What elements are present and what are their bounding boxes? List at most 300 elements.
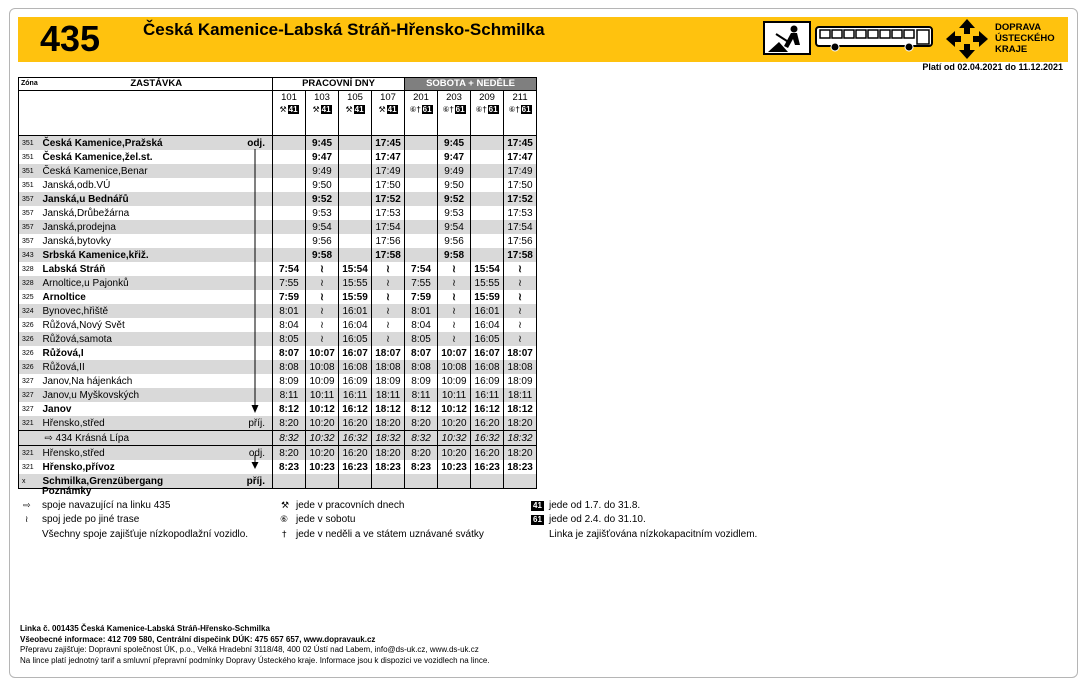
stop-name: Hřensko,střed <box>42 417 105 429</box>
time-cell <box>438 474 471 489</box>
note-text: Všechny spoje zajišťuje nízkopodlažní vozidlo. <box>42 529 249 540</box>
time-cell: ≀ <box>372 290 405 304</box>
time-cell <box>405 136 438 151</box>
time-cell: 18:08 <box>504 360 537 374</box>
time-cell <box>339 192 372 206</box>
time-cell: 15:54 <box>471 262 504 276</box>
table-row <box>19 276 537 290</box>
time-cell <box>273 164 306 178</box>
time-cell: 9:54 <box>306 220 339 234</box>
trip-period-code: 61 <box>521 105 531 115</box>
time-cell: 18:23 <box>504 460 537 474</box>
time-cell: ≀ <box>372 318 405 332</box>
validity-period: Platí od 02.04.2021 do 11.12.2021 <box>922 62 1063 72</box>
time-cell: 17:47 <box>372 150 405 164</box>
note-text: jede v neděli a ve státem uznávané svátky <box>296 529 484 540</box>
time-cell: 8:11 <box>405 388 438 402</box>
zone-cell: 351 <box>19 164 41 178</box>
time-cell: ≀ <box>306 304 339 318</box>
zone-cell: 321 <box>19 416 41 431</box>
time-cell: ≀ <box>504 332 537 346</box>
trip-header <box>471 91 504 136</box>
stop-cell <box>41 206 273 220</box>
zone-cell: 327 <box>22 405 34 413</box>
zone-cell: 357 <box>19 192 41 206</box>
time-cell: 8:09 <box>273 374 306 388</box>
note-text: jede v pracovních dnech <box>296 500 405 511</box>
stop-cell <box>41 290 273 304</box>
trip-number: 105 <box>347 92 363 103</box>
time-cell: 7:54 <box>405 262 438 276</box>
stop-cell <box>41 220 273 234</box>
time-cell: 9:56 <box>306 234 339 248</box>
stop-cell <box>41 318 273 332</box>
time-cell: 16:20 <box>471 416 504 431</box>
time-cell: 8:11 <box>273 388 306 402</box>
stop-name: Janov,u Myškovských <box>42 389 140 401</box>
zone-cell: 326 <box>19 360 41 374</box>
time-cell: 15:54 <box>339 262 372 276</box>
stop-name: Hřensko,přívoz <box>42 461 115 473</box>
time-cell: 10:09 <box>306 374 339 388</box>
timetable-table <box>18 77 537 489</box>
table-row <box>19 206 537 220</box>
trip-number: 101 <box>281 92 297 103</box>
time-cell <box>504 474 537 489</box>
stop-cell <box>41 234 273 248</box>
time-cell: 10:08 <box>438 360 471 374</box>
time-cell: 10:20 <box>306 446 339 461</box>
time-cell: ≀ <box>438 276 471 290</box>
table-row <box>19 374 537 388</box>
header-row <box>19 78 537 91</box>
trip-number: 107 <box>380 92 396 103</box>
time-cell: ≀ <box>438 318 471 332</box>
time-cell <box>471 164 504 178</box>
stop-flag: příj. <box>248 417 265 429</box>
time-cell: 15:59 <box>471 290 504 304</box>
trip-day-symbol: ⑥† <box>442 105 454 114</box>
time-cell: 10:20 <box>438 416 471 431</box>
time-cell: 8:23 <box>405 460 438 474</box>
stop-name: Janská,Drůbežárna <box>42 207 130 219</box>
time-cell <box>339 474 372 489</box>
stop-name: Janská,prodejna <box>42 221 116 233</box>
time-cell: 16:04 <box>471 318 504 332</box>
time-cell: 9:52 <box>306 192 339 206</box>
time-cell: ≀ <box>372 262 405 276</box>
time-cell: 17:54 <box>504 220 537 234</box>
zone-cell: 321 <box>19 446 41 461</box>
sunday-dagger-icon: † <box>282 530 287 540</box>
stop-header-blank <box>41 91 273 136</box>
note-text: spoj jede po jiné trase <box>42 514 140 525</box>
time-cell: 16:05 <box>339 332 372 346</box>
stop-cell <box>41 164 273 178</box>
connection-row <box>19 431 537 446</box>
route-title: Česká Kamenice-Labská Stráň-Hřensko-Schmilka <box>143 20 545 39</box>
time-cell: 7:55 <box>273 276 306 290</box>
weekday-header: PRACOVNÍ DNY <box>273 78 405 91</box>
table-row <box>19 460 537 474</box>
time-cell <box>471 136 504 151</box>
note-text: jede od 2.4. do 31.10. <box>549 514 646 525</box>
time-cell <box>339 136 372 151</box>
stop-name: Růžová,I <box>42 347 84 359</box>
zone-cell: 324 <box>19 304 41 318</box>
time-cell: 18:32 <box>504 431 537 446</box>
table-row <box>19 318 537 332</box>
stop-cell <box>41 262 273 276</box>
time-cell: 17:47 <box>504 150 537 164</box>
time-cell <box>339 178 372 192</box>
zone-cell: 357 <box>19 220 41 234</box>
stop-cell <box>41 431 273 446</box>
time-cell: 9:56 <box>438 234 471 248</box>
time-cell: 17:45 <box>372 136 405 151</box>
time-cell: 16:05 <box>471 332 504 346</box>
zone-cell: 321 <box>22 463 34 471</box>
table-row <box>19 388 537 402</box>
stop-name: Arnoltice <box>42 291 86 303</box>
zone-cell: 325 <box>22 293 34 301</box>
stop-name: Janská,u Bednářů <box>42 193 129 205</box>
time-cell: 10:07 <box>306 346 339 360</box>
time-cell: 16:04 <box>339 318 372 332</box>
zone-cell: 343 <box>19 248 41 262</box>
stop-flag: příj. <box>246 475 265 487</box>
zone-cell: 351 <box>22 153 34 161</box>
time-cell: 16:11 <box>471 388 504 402</box>
time-cell <box>471 248 504 262</box>
time-cell <box>273 248 306 262</box>
table-row <box>19 332 537 346</box>
time-cell <box>372 474 405 489</box>
time-cell: 17:50 <box>504 178 537 192</box>
note-text: jede od 1.7. do 31.8. <box>549 500 641 511</box>
time-cell: 8:12 <box>405 402 438 416</box>
timetable <box>18 77 538 489</box>
time-cell: 16:08 <box>339 360 372 374</box>
time-cell <box>273 474 306 489</box>
time-cell: 9:47 <box>438 150 471 164</box>
time-cell: 17:58 <box>372 248 405 262</box>
logo-text-line: DOPRAVA <box>995 22 1042 33</box>
zone-cell: 351 <box>19 136 41 151</box>
time-cell: 17:50 <box>372 178 405 192</box>
trip-day-symbol: ⚒ <box>345 105 353 114</box>
time-cell <box>339 206 372 220</box>
time-cell <box>273 178 306 192</box>
trip-period-code: 41 <box>321 105 331 115</box>
timetable-body <box>19 136 537 489</box>
table-row <box>19 234 537 248</box>
time-cell: 10:09 <box>438 374 471 388</box>
time-cell: 10:32 <box>306 431 339 446</box>
time-cell: 18:11 <box>372 388 405 402</box>
trip-day-symbol: ⑥† <box>409 105 421 114</box>
stop-cell <box>41 416 273 431</box>
table-row <box>19 248 537 262</box>
time-cell: 18:07 <box>504 346 537 360</box>
stop-name: Hřensko,střed <box>42 447 105 459</box>
time-cell: 8:12 <box>273 402 306 416</box>
time-cell: 10:11 <box>306 388 339 402</box>
time-cell: 16:07 <box>339 346 372 360</box>
period-code-badge: 41 <box>533 501 542 510</box>
time-cell: 18:12 <box>504 402 537 416</box>
stop-name: Srbská Kamenice,křiž. <box>42 249 149 261</box>
table-row <box>19 178 537 192</box>
time-cell: 17:49 <box>504 164 537 178</box>
stop-name: Růžová,samota <box>42 333 112 345</box>
time-cell: 18:32 <box>372 431 405 446</box>
stop-flag: odj. <box>247 137 265 149</box>
time-cell: 18:23 <box>372 460 405 474</box>
stop-cell <box>41 332 273 346</box>
time-cell: 17:53 <box>372 206 405 220</box>
table-row <box>19 446 537 461</box>
time-cell: 18:07 <box>372 346 405 360</box>
zone-header-blank <box>19 91 41 136</box>
time-cell: ≀ <box>438 290 471 304</box>
time-cell: 8:08 <box>273 360 306 374</box>
zone-cell: 326 <box>22 349 34 357</box>
time-cell: 18:12 <box>372 402 405 416</box>
time-cell: 17:56 <box>504 234 537 248</box>
time-cell: 9:54 <box>438 220 471 234</box>
time-cell: 17:52 <box>372 192 405 206</box>
workday-hammer-icon: ⚒ <box>281 501 290 511</box>
time-cell: 16:20 <box>339 416 372 431</box>
stop-name: Janská,odb.VÚ <box>42 179 111 191</box>
time-cell: 15:55 <box>339 276 372 290</box>
time-cell: 10:07 <box>438 346 471 360</box>
time-cell: 7:59 <box>405 290 438 304</box>
stop-name: Arnoltice,u Pajonků <box>42 277 129 289</box>
table-row <box>19 346 537 360</box>
time-cell: 15:55 <box>471 276 504 290</box>
trip-period-code: 41 <box>387 105 397 115</box>
time-cell <box>405 220 438 234</box>
line-number: 435 <box>40 18 101 59</box>
time-cell: 17:52 <box>504 192 537 206</box>
time-cell <box>471 192 504 206</box>
time-cell <box>339 164 372 178</box>
trip-header <box>339 91 372 136</box>
time-cell: 9:50 <box>438 178 471 192</box>
stop-cell <box>41 178 273 192</box>
stop-cell <box>41 276 273 290</box>
zone-cell: 326 <box>22 321 34 329</box>
time-cell: 10:20 <box>306 416 339 431</box>
time-cell: 7:59 <box>273 290 306 304</box>
time-cell: 10:23 <box>306 460 339 474</box>
table-row <box>19 290 537 304</box>
time-cell <box>339 248 372 262</box>
time-cell <box>471 150 504 164</box>
footer-line-title: Linka č. 001435 Česká Kamenice-Labská Stráň-Hřensko-Schmilka <box>20 624 270 633</box>
time-cell: 17:53 <box>504 206 537 220</box>
stop-name: Janov,Na hájenkách <box>42 375 133 387</box>
time-cell <box>306 474 339 489</box>
time-cell: 8:04 <box>273 318 306 332</box>
trip-day-symbol: ⑥† <box>475 105 487 114</box>
notes-title: Poznámky <box>42 486 92 497</box>
time-cell: 18:20 <box>372 446 405 461</box>
time-cell: 10:11 <box>438 388 471 402</box>
time-cell: 10:32 <box>438 431 471 446</box>
time-cell: ≀ <box>504 290 537 304</box>
time-cell: 10:20 <box>438 446 471 461</box>
table-row <box>19 262 537 276</box>
connection-arrow-icon: ⇨ <box>23 501 31 511</box>
footer <box>20 624 490 666</box>
zone-cell: 326 <box>19 332 41 346</box>
time-cell: 16:07 <box>471 346 504 360</box>
note-text: Linka je zajišťována nízkokapacitním vozidlem. <box>549 529 758 540</box>
stop-cell <box>41 446 273 461</box>
trip-number: 103 <box>314 92 330 103</box>
time-cell: 10:12 <box>438 402 471 416</box>
time-cell: 8:20 <box>405 416 438 431</box>
table-row <box>19 304 537 318</box>
stop-cell <box>41 374 273 388</box>
trip-number: 211 <box>512 92 528 103</box>
time-cell <box>273 150 306 164</box>
table-row <box>19 402 537 416</box>
time-cell: 8:20 <box>405 446 438 461</box>
time-cell: 17:49 <box>372 164 405 178</box>
time-cell: 18:20 <box>372 416 405 431</box>
time-cell: ≀ <box>504 304 537 318</box>
time-cell: 8:07 <box>273 346 306 360</box>
zone-cell: 357 <box>22 237 34 245</box>
footer-operator: Přepravu zajišťuje: Dopravní společnost ÚK, p.o., Velká Hradební 3118/48, 400 02 Ústí nad Labem, info@ds-uk.cz, www.ds-uk.cz <box>20 645 479 654</box>
zone-cell: 327 <box>19 388 41 402</box>
logo-text-line: KRAJE <box>995 44 1028 55</box>
time-cell: ≀ <box>504 318 537 332</box>
time-cell <box>273 136 306 151</box>
time-cell: 16:12 <box>471 402 504 416</box>
other-route-icon: ≀ <box>25 515 29 525</box>
trip-period-code: 61 <box>488 105 498 115</box>
time-cell: 9:53 <box>306 206 339 220</box>
trip-number: 209 <box>479 92 495 103</box>
time-cell <box>471 474 504 489</box>
stop-name: Janov <box>42 403 72 415</box>
stop-name: Česká Kamenice,Benar <box>42 165 148 177</box>
time-cell: 16:12 <box>339 402 372 416</box>
stop-cell <box>41 402 273 416</box>
time-cell: 9:53 <box>438 206 471 220</box>
time-cell: 8:32 <box>273 431 306 446</box>
time-cell <box>273 206 306 220</box>
trip-header <box>306 91 339 136</box>
trip-period-code: 61 <box>455 105 465 115</box>
time-cell: 9:49 <box>438 164 471 178</box>
footer-contact: Všeobecné informace: 412 709 580, Centrální dispečink DÚK: 475 657 657, www.dopravauk.cz <box>20 634 376 644</box>
time-cell: ≀ <box>438 332 471 346</box>
trip-header <box>504 91 537 136</box>
time-cell: ≀ <box>372 332 405 346</box>
time-cell: ≀ <box>438 262 471 276</box>
logo-text <box>995 22 1055 55</box>
time-cell: 9:45 <box>306 136 339 151</box>
header-bar <box>18 17 1068 62</box>
trip-header <box>273 91 306 136</box>
time-cell: 9:52 <box>438 192 471 206</box>
time-cell: ≀ <box>306 332 339 346</box>
bus-icon <box>815 26 933 52</box>
table-row <box>19 416 537 431</box>
time-cell <box>471 220 504 234</box>
time-cell: 8:01 <box>273 304 306 318</box>
duk-logo-arrows-icon <box>946 19 988 59</box>
time-cell <box>273 220 306 234</box>
time-cell: 9:49 <box>306 164 339 178</box>
time-cell: 16:08 <box>471 360 504 374</box>
time-cell: 16:23 <box>471 460 504 474</box>
time-cell <box>405 474 438 489</box>
stop-cell <box>41 360 273 374</box>
time-cell: 7:55 <box>405 276 438 290</box>
time-cell <box>405 234 438 248</box>
trip-header <box>405 91 438 136</box>
time-cell: 8:20 <box>273 446 306 461</box>
trip-period-code: 41 <box>288 105 298 115</box>
time-cell: ≀ <box>504 262 537 276</box>
time-cell: 16:20 <box>339 446 372 461</box>
period-code-badge: 61 <box>533 515 542 524</box>
time-cell: 18:09 <box>504 374 537 388</box>
table-row <box>19 360 537 374</box>
table-row <box>19 164 537 178</box>
footer-tariff: Na lince platí jednotný tarif a smluvní přepravní podmínky Dopravy Ústeckého kraje. Informace jsou k dispozici ve vozidlech na lince. <box>20 655 490 665</box>
note-text: spoje navazující na linku 435 <box>42 500 171 511</box>
stop-name: Labská Stráň <box>42 263 106 275</box>
time-cell: 16:09 <box>339 374 372 388</box>
time-cell: 18:11 <box>504 388 537 402</box>
time-cell: 9:58 <box>306 248 339 262</box>
time-cell: 8:23 <box>273 460 306 474</box>
trip-number: 201 <box>413 92 429 103</box>
time-cell: 17:58 <box>504 248 537 262</box>
roadworks-icon <box>763 21 811 55</box>
stop-cell <box>41 192 273 206</box>
trip-period-code: 61 <box>422 105 432 115</box>
time-cell <box>405 178 438 192</box>
table-row <box>19 474 537 489</box>
time-cell <box>339 220 372 234</box>
time-cell: ≀ <box>306 290 339 304</box>
time-cell: ≀ <box>306 276 339 290</box>
time-cell: ≀ <box>438 304 471 318</box>
trip-header <box>372 91 405 136</box>
time-cell: 8:09 <box>405 374 438 388</box>
stop-name: Česká Kamenice,Pražská <box>42 137 163 149</box>
trip-header <box>438 91 471 136</box>
time-cell <box>405 164 438 178</box>
weekend-header: SOBOTA + NEDĚLE <box>405 78 537 91</box>
time-cell <box>339 234 372 248</box>
trip-period-code: 41 <box>354 105 364 115</box>
time-cell: 16:32 <box>339 431 372 446</box>
time-cell: 8:04 <box>405 318 438 332</box>
time-cell <box>405 150 438 164</box>
time-cell: 18:20 <box>504 416 537 431</box>
time-cell: 16:09 <box>471 374 504 388</box>
